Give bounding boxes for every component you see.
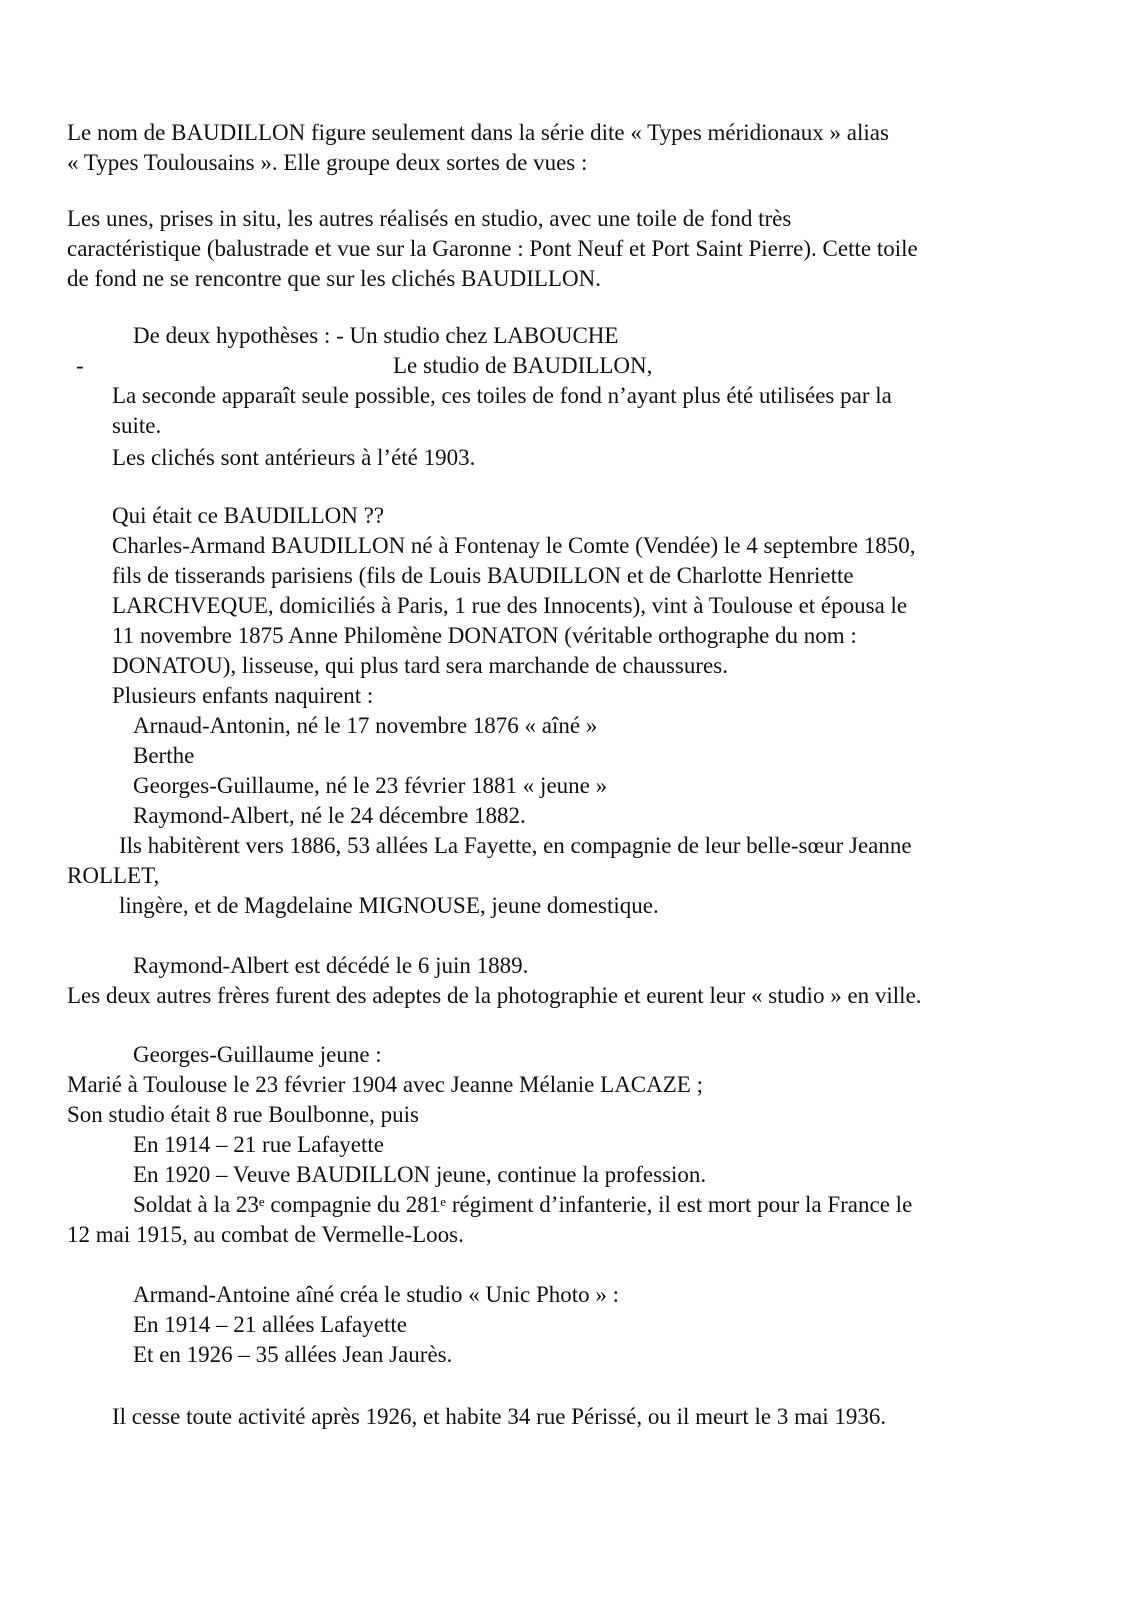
question-heading: Qui était ce BAUDILLON ?? [112,503,385,528]
hypothesis-conclusion-line-2: suite. [112,413,162,438]
georges-address: En 1920 – Veuve BAUDILLON jeune, continue la profession. [133,1162,707,1187]
soldier-text-b: compagnie du 281 [264,1192,441,1217]
child-item: Georges-Guillaume, né le 23 février 1881 « jeune » [133,773,608,798]
paragraph-intro-line-2: « Types Toulousains ». Elle groupe deux sortes de vues : [67,150,588,175]
hypothesis-dash: - [76,353,84,378]
georges-soldier-end: 12 mai 1915, au combat de Vermelle-Loos. [67,1222,464,1247]
bio-line-6: Plusieurs enfants naquirent : [112,683,374,708]
child-item: Berthe [133,743,195,768]
paragraph-views-line-2: caractéristique (balustrade et vue sur la Garonne : Pont Neuf et Port Saint Pierre). Cette toile [67,236,918,261]
georges-line-2: Son studio était 8 rue Boulbonne, puis [67,1102,420,1127]
paragraph-views-line-1: Les unes, prises in situ, les autres réalisés en studio, avec une toile de fond très [67,206,792,231]
bio-line-3: LARCHVEQUE, domiciliés à Paris, 1 rue des Innocents), vint à Toulouse et épousa le [112,593,908,618]
final-sentence: Il cesse toute activité après 1926, et habite 34 rue Périssé, ou il meurt le 3 mai 1936. [112,1404,887,1429]
bio-line-4: 11 novembre 1875 Anne Philomène DONATON (véritable orthographe du nom : [112,623,857,648]
child-item: Arnaud-Antonin, né le 17 novembre 1876 « aîné » [133,713,598,738]
georges-soldier-line [133,1190,912,1220]
paragraph-views-line-3: de fond ne se rencontre que sur les clichés BAUDILLON. [67,266,601,291]
brothers-sentence: Les deux autres frères furent des adeptes de la photographie et eurent leur « studio » en ville. [67,983,922,1008]
hypotheses-intro: De deux hypothèses : - Un studio chez LABOUCHE [133,323,619,348]
armand-address: Et en 1926 – 35 allées Jean Jaurès. [133,1342,453,1367]
bio-line-5: DONATOU), lisseuse, qui plus tard sera marchande de chaussures. [112,653,728,678]
bio-line-2: fils de tisserands parisiens (fils de Louis BAUDILLON et de Charlotte Henriette [112,563,854,588]
ordinal-suffix: e [440,1194,447,1209]
paragraph-intro-line-1: Le nom de BAUDILLON figure seulement dans la série dite « Types méridionaux » alias [67,120,889,145]
georges-line-1: Marié à Toulouse le 23 février 1904 avec Jeanne Mélanie LACAZE ; [67,1072,703,1097]
ordinal-suffix: e [258,1194,265,1209]
soldier-text-a: Soldat à la 23 [133,1192,259,1217]
hypothesis-conclusion-line-1: La seconde apparaît seule possible, ces toiles de fond n’ayant plus été utilisées par la [112,383,892,408]
residence-line-3: lingère, et de Magdelaine MIGNOUSE, jeune domestique. [119,893,659,918]
georges-address: En 1914 – 21 rue Lafayette [133,1132,384,1157]
armand-address: En 1914 – 21 allées Lafayette [133,1312,407,1337]
georges-heading: Georges-Guillaume jeune : [133,1042,382,1067]
hypothesis-conclusion-line-3: Les clichés sont antérieurs à l’été 1903. [112,445,476,470]
death-raymond: Raymond-Albert est décédé le 6 juin 1889. [133,953,529,978]
residence-line-2: ROLLET, [67,863,160,888]
soldier-text-c: régiment d’infanterie, il est mort pour la France le [446,1192,913,1217]
child-item: Raymond-Albert, né le 24 décembre 1882. [133,803,526,828]
residence-line-1: Ils habitèrent vers 1886, 53 allées La Fayette, en compagnie de leur belle-sœur Jeanne [119,833,912,858]
hypothesis-second: Le studio de BAUDILLON, [393,353,653,378]
armand-heading: Armand-Antoine aîné créa le studio « Unic Photo » : [133,1282,620,1307]
bio-line-1: Charles-Armand BAUDILLON né à Fontenay le Comte (Vendée) le 4 septembre 1850, [112,533,916,558]
